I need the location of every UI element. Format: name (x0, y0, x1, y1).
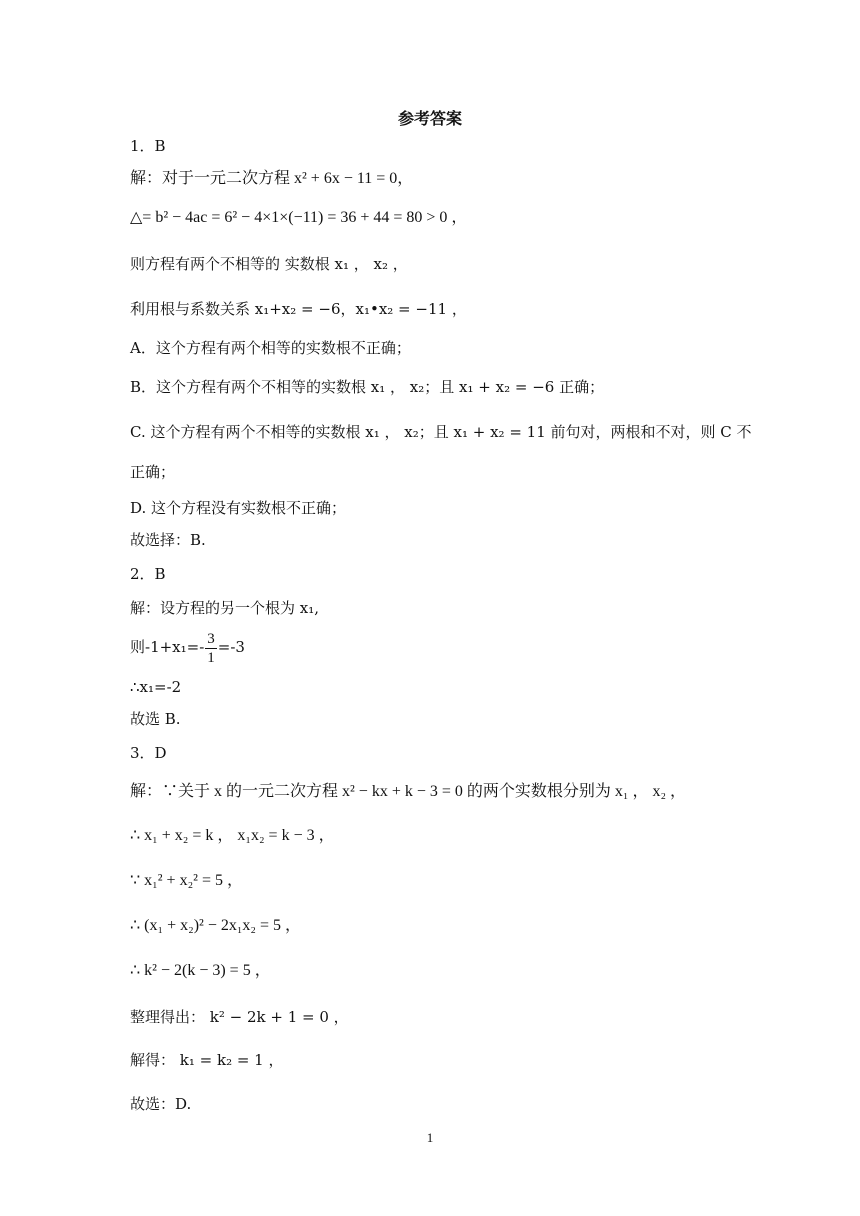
answer-1-heading: 1．B (130, 137, 166, 155)
answer-1-step-3: 利用根与系数关系 x₁+x₂ = −6，x₁•x₂ = −11 ， (130, 300, 467, 318)
fraction-suffix: =-3 (217, 638, 245, 656)
answer-1-discriminant: △= b² − 4ac = 6² − 4×1×(−11) = 36 + 44 = 80 > 0 ， (130, 209, 468, 226)
answer-1-step-1: 解：对于一元二次方程 x² + 6x − 11 = 0， (130, 170, 414, 187)
answer-3-step-5: ∴ k² − 2(k − 3) = 5 ， (130, 962, 271, 979)
answer-3-conclusion: 故选：D. (130, 1095, 192, 1113)
answer-1-conclusion: 故选择：B. (130, 531, 206, 549)
answer-2-conclusion: 故选 B. (130, 710, 181, 728)
fraction-denominator: 1 (207, 649, 215, 666)
answer-1-option-d: D. 这个方程没有实数根不正确； (130, 499, 347, 517)
answer-3-step-2: ∴ x₁ + x₂ = k ， x₁x₂ = k − 3 ， (130, 827, 335, 844)
answer-3-step-4: ∴ (x₁ + x₂)² − 2x₁x₂ = 5 ， (130, 917, 302, 934)
answer-1-option-c: C. 这个方程有两个不相等的实数根 x₁ ， x₂；且 x₁ + x₂ = 11 前句对，两根和不对，则 C 不 (130, 423, 752, 441)
answer-1-option-c-cont: 正确； (130, 463, 176, 481)
answer-2-heading: 2．B (130, 565, 166, 583)
answer-3-heading: 3．D (130, 744, 167, 762)
answer-3-step-1: 解：∵关于 x 的一元二次方程 x² − kx + k − 3 = 0 的两个实数根分别为 x₁ ， x₂ ， (130, 783, 687, 800)
fraction-numerator: 3 (207, 630, 215, 647)
answer-2-step-3: ∴x₁=-2 (130, 678, 182, 696)
answer-2-fraction-line (130, 628, 245, 667)
answer-3-step-6: 整理得出： k² − 2k + 1 = 0 ， (130, 1008, 349, 1026)
answer-3-step-7: 解得： k₁ = k₂ = 1 ， (130, 1051, 284, 1069)
answer-1-option-b: B．这个方程有两个不相等的实数根 x₁ ， x₂；且 x₁ + x₂ = −6 正确； (130, 378, 605, 396)
answer-2-step-1: 解：设方程的另一个根为 x₁, (130, 599, 320, 617)
answer-3-step-3: ∵ x₁² + x₂² = 5 ， (130, 872, 243, 889)
page-number: 1 (426, 1130, 434, 1145)
answer-1-option-a: A．这个方程有两个相等的实数根不正确； (130, 339, 411, 357)
answer-1-step-2: 则方程有两个不相等的 实数根 x₁ ， x₂ ， (130, 255, 408, 273)
fraction (205, 630, 217, 667)
fraction-prefix: 则-1+x₁=- (130, 638, 205, 656)
page-title: 参考答案 (397, 109, 462, 128)
